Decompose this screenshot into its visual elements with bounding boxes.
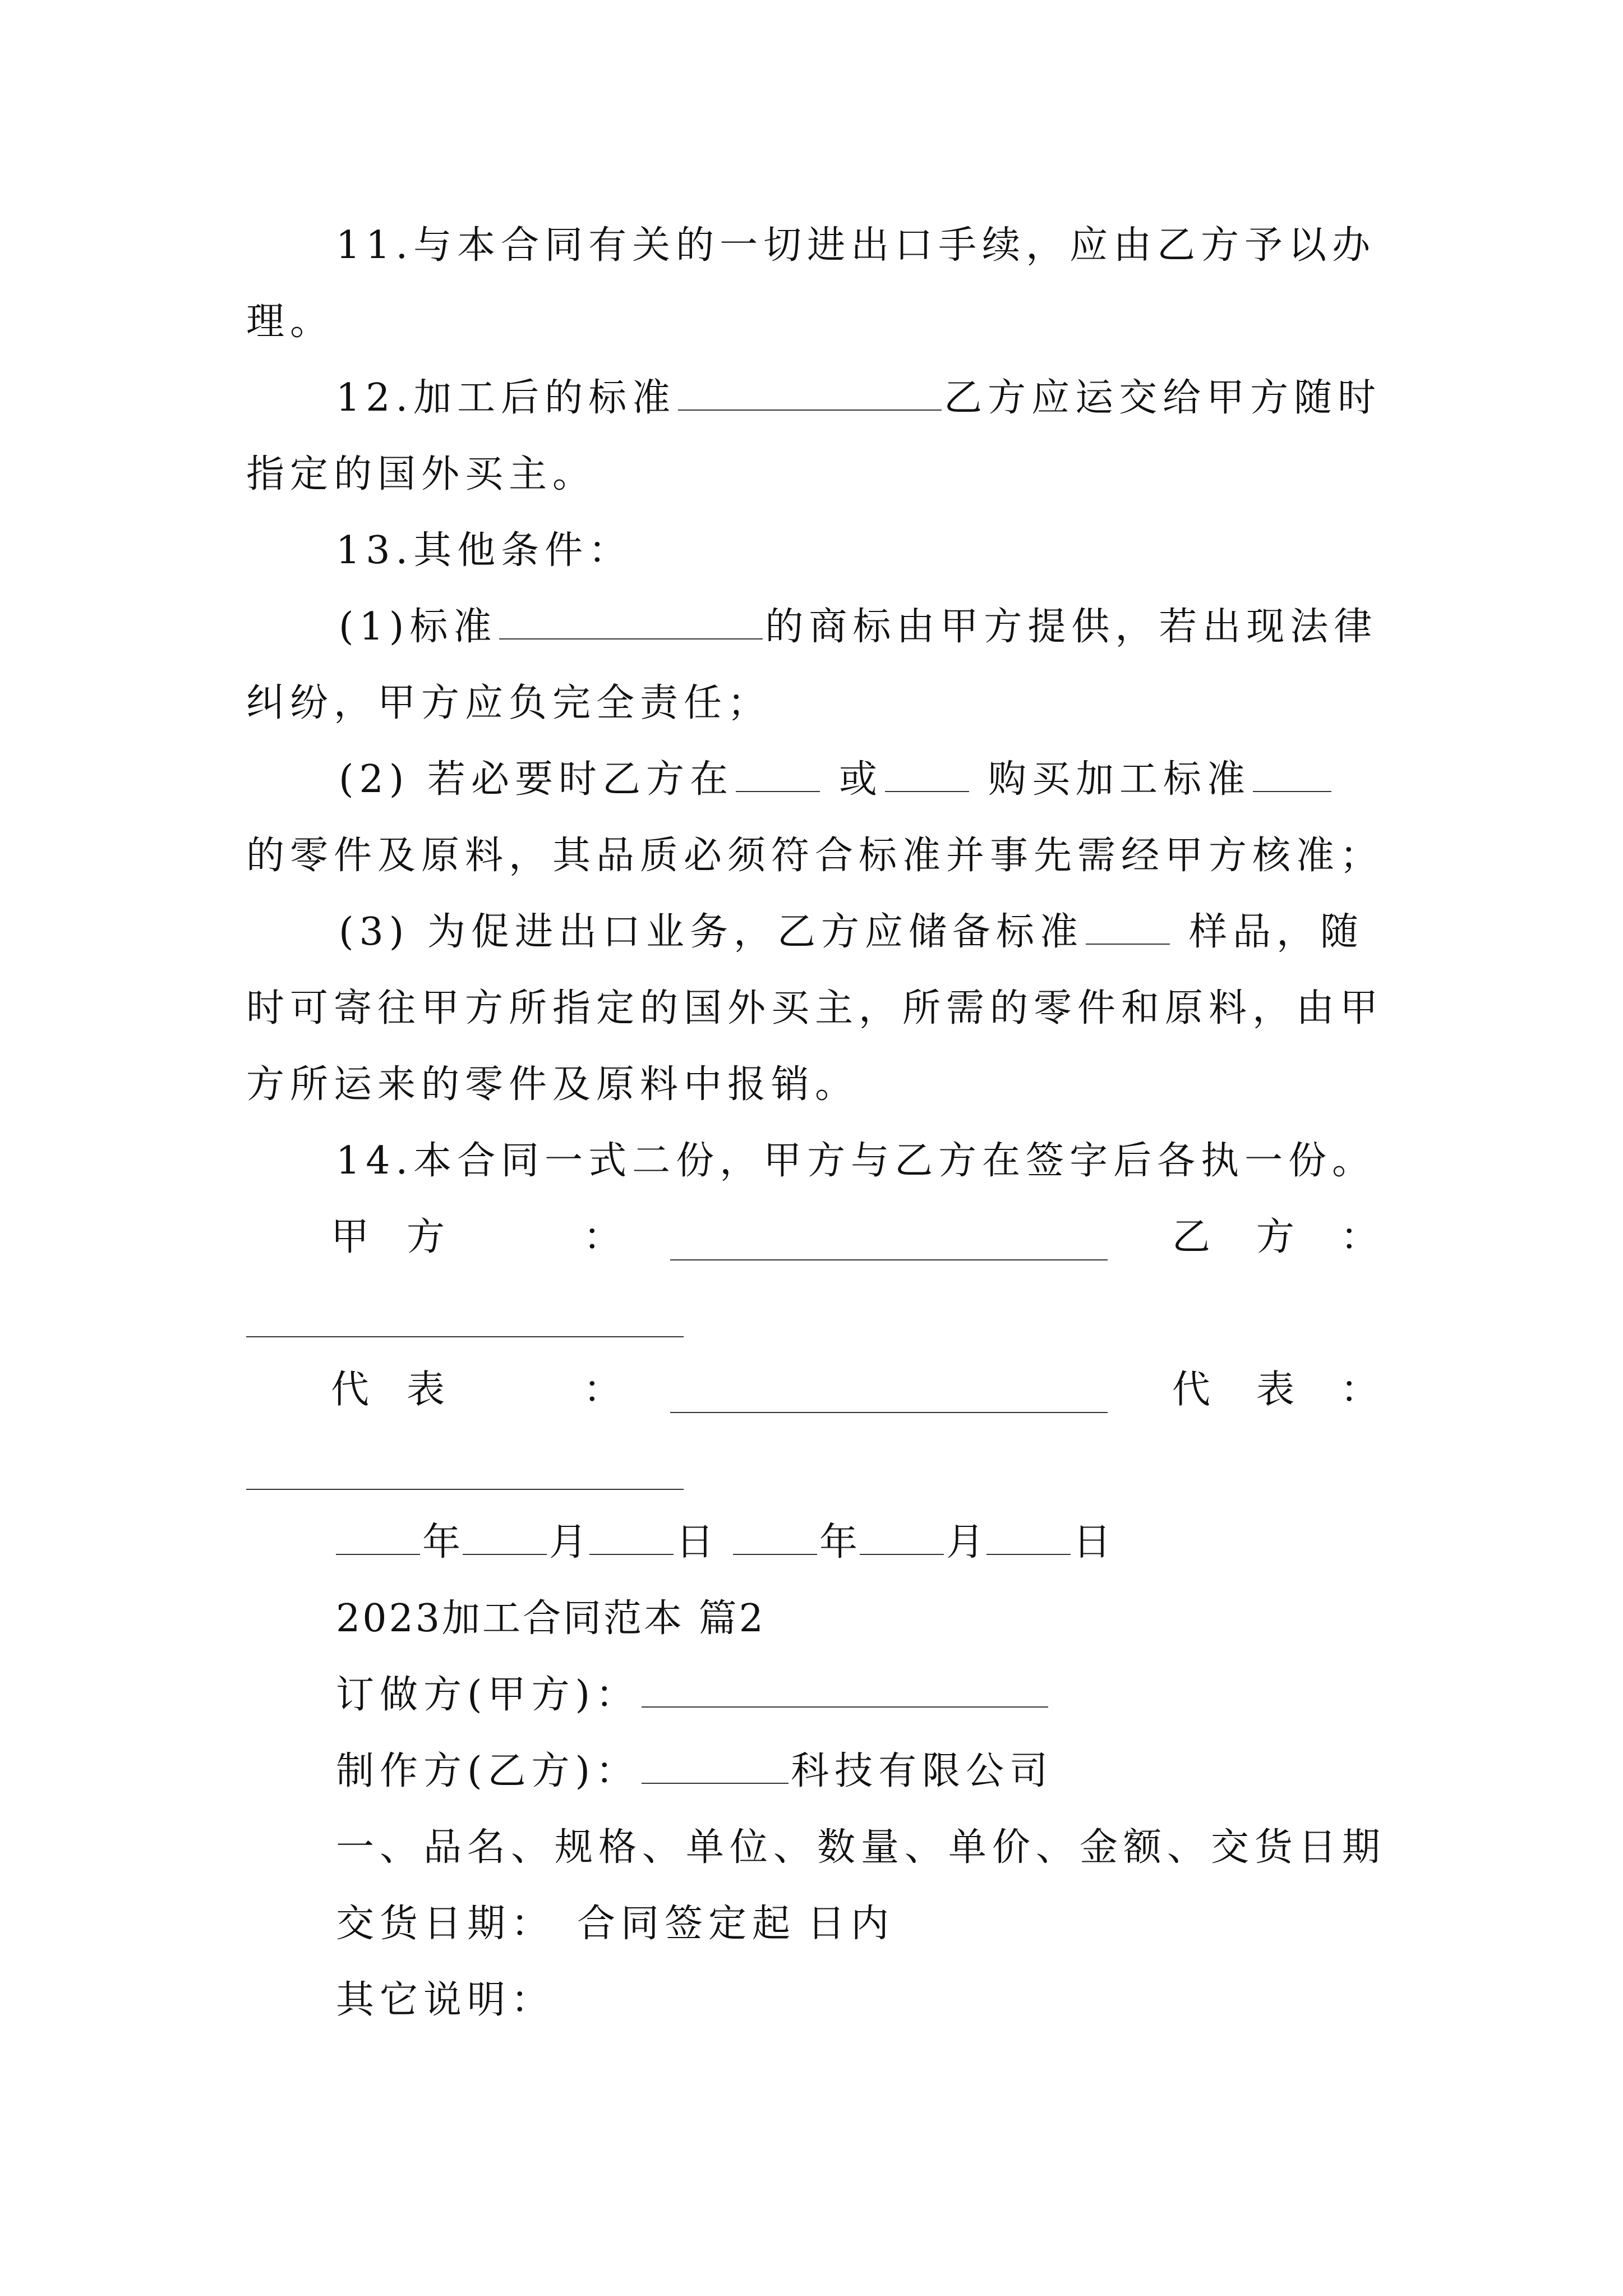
- orderer-label: 订做方(甲方)：: [336, 1673, 640, 1717]
- clause-12-line-1: [336, 376, 1382, 420]
- condition-3-text-b: 样品，随: [1188, 910, 1364, 954]
- maker-line: [336, 1749, 1054, 1793]
- condition-1-line-2: 纠纷，甲方应负完全责任；: [246, 681, 772, 725]
- sig-yi-char-1: 乙: [1172, 1215, 1211, 1259]
- other-notes-label: 其它说明：: [336, 1978, 555, 2022]
- blank-maker-name: [642, 1780, 789, 1784]
- condition-3-line-3: 方所运来的零件及原料中报销。: [246, 1062, 859, 1107]
- condition-2-text-c: 购买加工标准: [988, 757, 1251, 802]
- blank-rep-a-name: [670, 1412, 1108, 1413]
- condition-2-text-a: (2) 若必要时乙方在: [339, 757, 734, 802]
- clause-11-line-1: 11.与本合同有关的一切进出口手续，应由乙方予以办: [336, 223, 1376, 268]
- blank-day-a: [589, 1552, 674, 1555]
- rep-yi-char-1: 代: [1172, 1368, 1211, 1412]
- rep-yi-char-3: ：: [1340, 1368, 1379, 1412]
- signature-party-row: [331, 1215, 1382, 1259]
- rep-jia-char-3: ：: [583, 1368, 622, 1412]
- delivery-text-a: 合同签定起: [577, 1902, 796, 1946]
- blank-year-a: [336, 1552, 420, 1555]
- clause-11-line-2: 理。: [246, 300, 334, 344]
- clause-12-line-2: 指定的国外买主。: [246, 452, 597, 496]
- orderer-line: [336, 1673, 1050, 1717]
- blank-orderer-name: [642, 1704, 1048, 1708]
- blank-place-1: [736, 789, 820, 792]
- blank-standard-c2: [1253, 789, 1331, 792]
- date-month-a: 月: [549, 1520, 588, 1565]
- contract-2-title: 2023加工合同范本 篇2: [336, 1596, 766, 1641]
- clause-13: 13.其他条件：: [336, 528, 633, 573]
- sig-yi-char-3: ：: [1340, 1215, 1379, 1259]
- blank-rep-b-name: [246, 1489, 684, 1490]
- clause-14: 14.本合同一式二份，甲方与乙方在签字后各执一份。: [336, 1139, 1376, 1183]
- date-day-a: 日: [676, 1520, 714, 1565]
- sig-jia-char-1: 甲: [331, 1215, 370, 1259]
- date-month-b: 月: [946, 1520, 985, 1565]
- condition-3-line-1: [339, 910, 1364, 954]
- clause-12-text-b: 乙方应运交给甲方随时: [944, 376, 1382, 420]
- condition-1-text-b: 的商标由甲方提供，若出现法律: [765, 605, 1378, 649]
- blank-standard-c1: [499, 636, 763, 639]
- maker-label: 制作方(乙方)：: [336, 1749, 640, 1793]
- condition-2-text-b: 或: [838, 757, 883, 802]
- condition-3-text-a: (3) 为促进出口业务，乙方应储备标准: [339, 910, 1083, 954]
- blank-day-b: [986, 1552, 1071, 1555]
- date-row: [336, 1520, 1112, 1565]
- delivery-text-b: 日内: [807, 1902, 895, 1946]
- rep-jia-char-2: 表: [407, 1368, 445, 1412]
- blank-month-b: [860, 1552, 944, 1555]
- delivery-label: 交货日期：: [336, 1902, 555, 1946]
- condition-2-line-2: 的零件及原料，其品质必须符合标准并事先需经甲方核准；: [246, 834, 1384, 878]
- condition-1-line-1: [339, 605, 1378, 649]
- blank-place-2: [885, 789, 969, 792]
- blank-year-b: [733, 1552, 817, 1555]
- blank-standard-12: [678, 407, 942, 411]
- date-year-a: 年: [422, 1520, 461, 1565]
- condition-1-text-a: (1)标准: [339, 605, 497, 649]
- sig-yi-char-2: 方: [1256, 1215, 1295, 1259]
- maker-company-suffix: 科技有限公司: [791, 1749, 1054, 1793]
- clause-12-text-a: 12.加工后的标准: [336, 376, 676, 420]
- blank-standard-c3: [1086, 941, 1170, 945]
- condition-3-line-2: 时可寄往甲方所指定的国外买主，所需的零件和原料，由甲: [246, 986, 1384, 1030]
- delivery-line: [336, 1902, 895, 1946]
- blank-month-a: [463, 1552, 547, 1555]
- date-year-b: 年: [819, 1520, 858, 1565]
- signature-rep-row: [331, 1368, 1382, 1412]
- condition-2-line-1: [339, 757, 1334, 802]
- blank-party-a-name: [670, 1259, 1108, 1260]
- date-day-b: 日: [1073, 1520, 1112, 1565]
- blank-party-b-name: [246, 1336, 684, 1337]
- sig-jia-char-2: 方: [407, 1215, 445, 1259]
- rep-yi-char-2: 表: [1256, 1368, 1295, 1412]
- rep-jia-char-1: 代: [331, 1368, 370, 1412]
- sig-jia-char-3: ：: [583, 1215, 622, 1259]
- section-1-heading: 一、品名、规格、单位、数量、单价、金额、交货日期: [336, 1825, 1386, 1870]
